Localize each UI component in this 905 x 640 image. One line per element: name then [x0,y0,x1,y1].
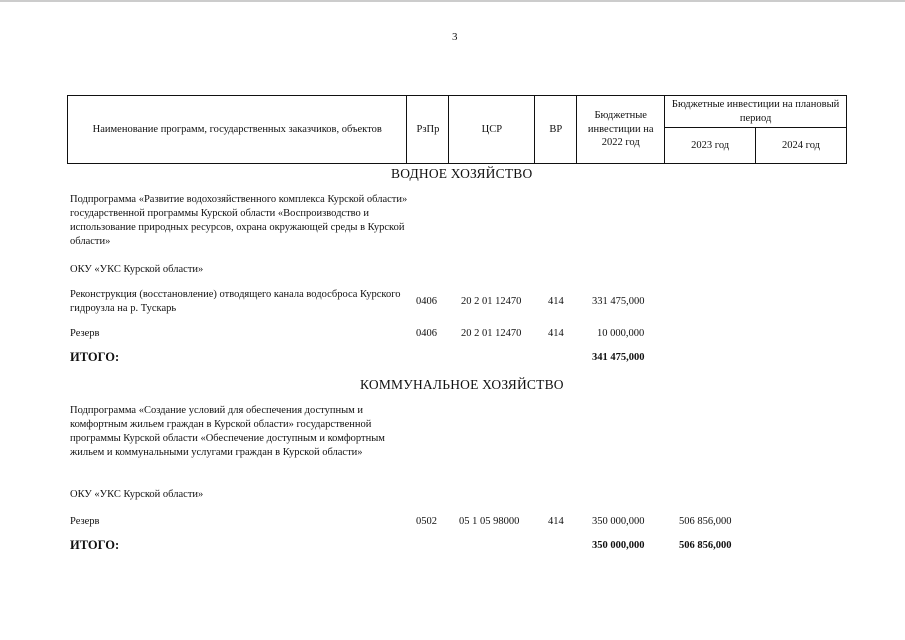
row-name: Резерв [70,516,100,527]
row-vr: 414 [548,516,564,527]
section-title: КОММУНАЛЬНОЕ ХОЗЯЙСТВО [360,377,564,392]
row-2022: 10 000,000 [597,328,645,339]
table-header [67,95,847,164]
row-rzpr: 0502 [416,516,437,527]
total-label: ИТОГО: [70,350,120,364]
page-number: 3 [452,31,458,43]
row-rzpr: 0406 [416,296,437,307]
total-label: ИТОГО: [70,538,120,552]
row-2022: 350 000,000 [592,516,645,527]
scan-edge-line [0,0,905,2]
row-vr: 414 [548,296,564,307]
header-vr: ВР [535,96,577,164]
row-2023: 506 856,000 [679,516,732,527]
customer-name: ОКУ «УКС Курской области» [70,489,204,500]
row-csr: 05 1 05 98000 [459,516,520,527]
header-2023: 2023 год [665,128,756,164]
header-csr: ЦСР [449,96,535,164]
row-name: Реконструкция (восстановление) отводящего канала водосброса Курского гидроузла на р. Тускарь [70,289,401,314]
subprogram-text: Подпрограмма «Создание условий для обеспечения доступным и комфортным жильем граждан в Курской области» государственной программы Курской области «Обеспечение доступным и комфортным жильем и коммунальными услугами граждан в Курской области» [70,405,385,458]
total-2022: 350 000,000 [592,540,645,551]
header-plan-period: Бюджетные инвестиции на плановый период [665,96,847,128]
customer-name: ОКУ «УКС Курской области» [70,264,204,275]
row-vr: 414 [548,328,564,339]
row-csr: 20 2 01 12470 [461,296,522,307]
header-rzpr: РзПр [407,96,449,164]
header-2024: 2024 год [756,128,847,164]
header-2022: Бюджетные инвестиции на 2022 год [577,96,665,164]
subprogram-text: Подпрограмма «Развитие водохозяйственного комплекса Курской области» государственной программы Курской области «Воспроизводство и использование природных ресурсов, охрана окружающей среды в Курской области» [70,194,408,247]
row-2022: 331 475,000 [592,296,645,307]
header-name: Наименование программ, государственных заказчиков, объектов [68,96,407,164]
section-title: ВОДНОЕ ХОЗЯЙСТВО [391,166,533,181]
total-2023: 506 856,000 [679,540,732,551]
row-rzpr: 0406 [416,328,437,339]
row-csr: 20 2 01 12470 [461,328,522,339]
total-2022: 341 475,000 [592,352,645,363]
row-name: Резерв [70,328,100,339]
